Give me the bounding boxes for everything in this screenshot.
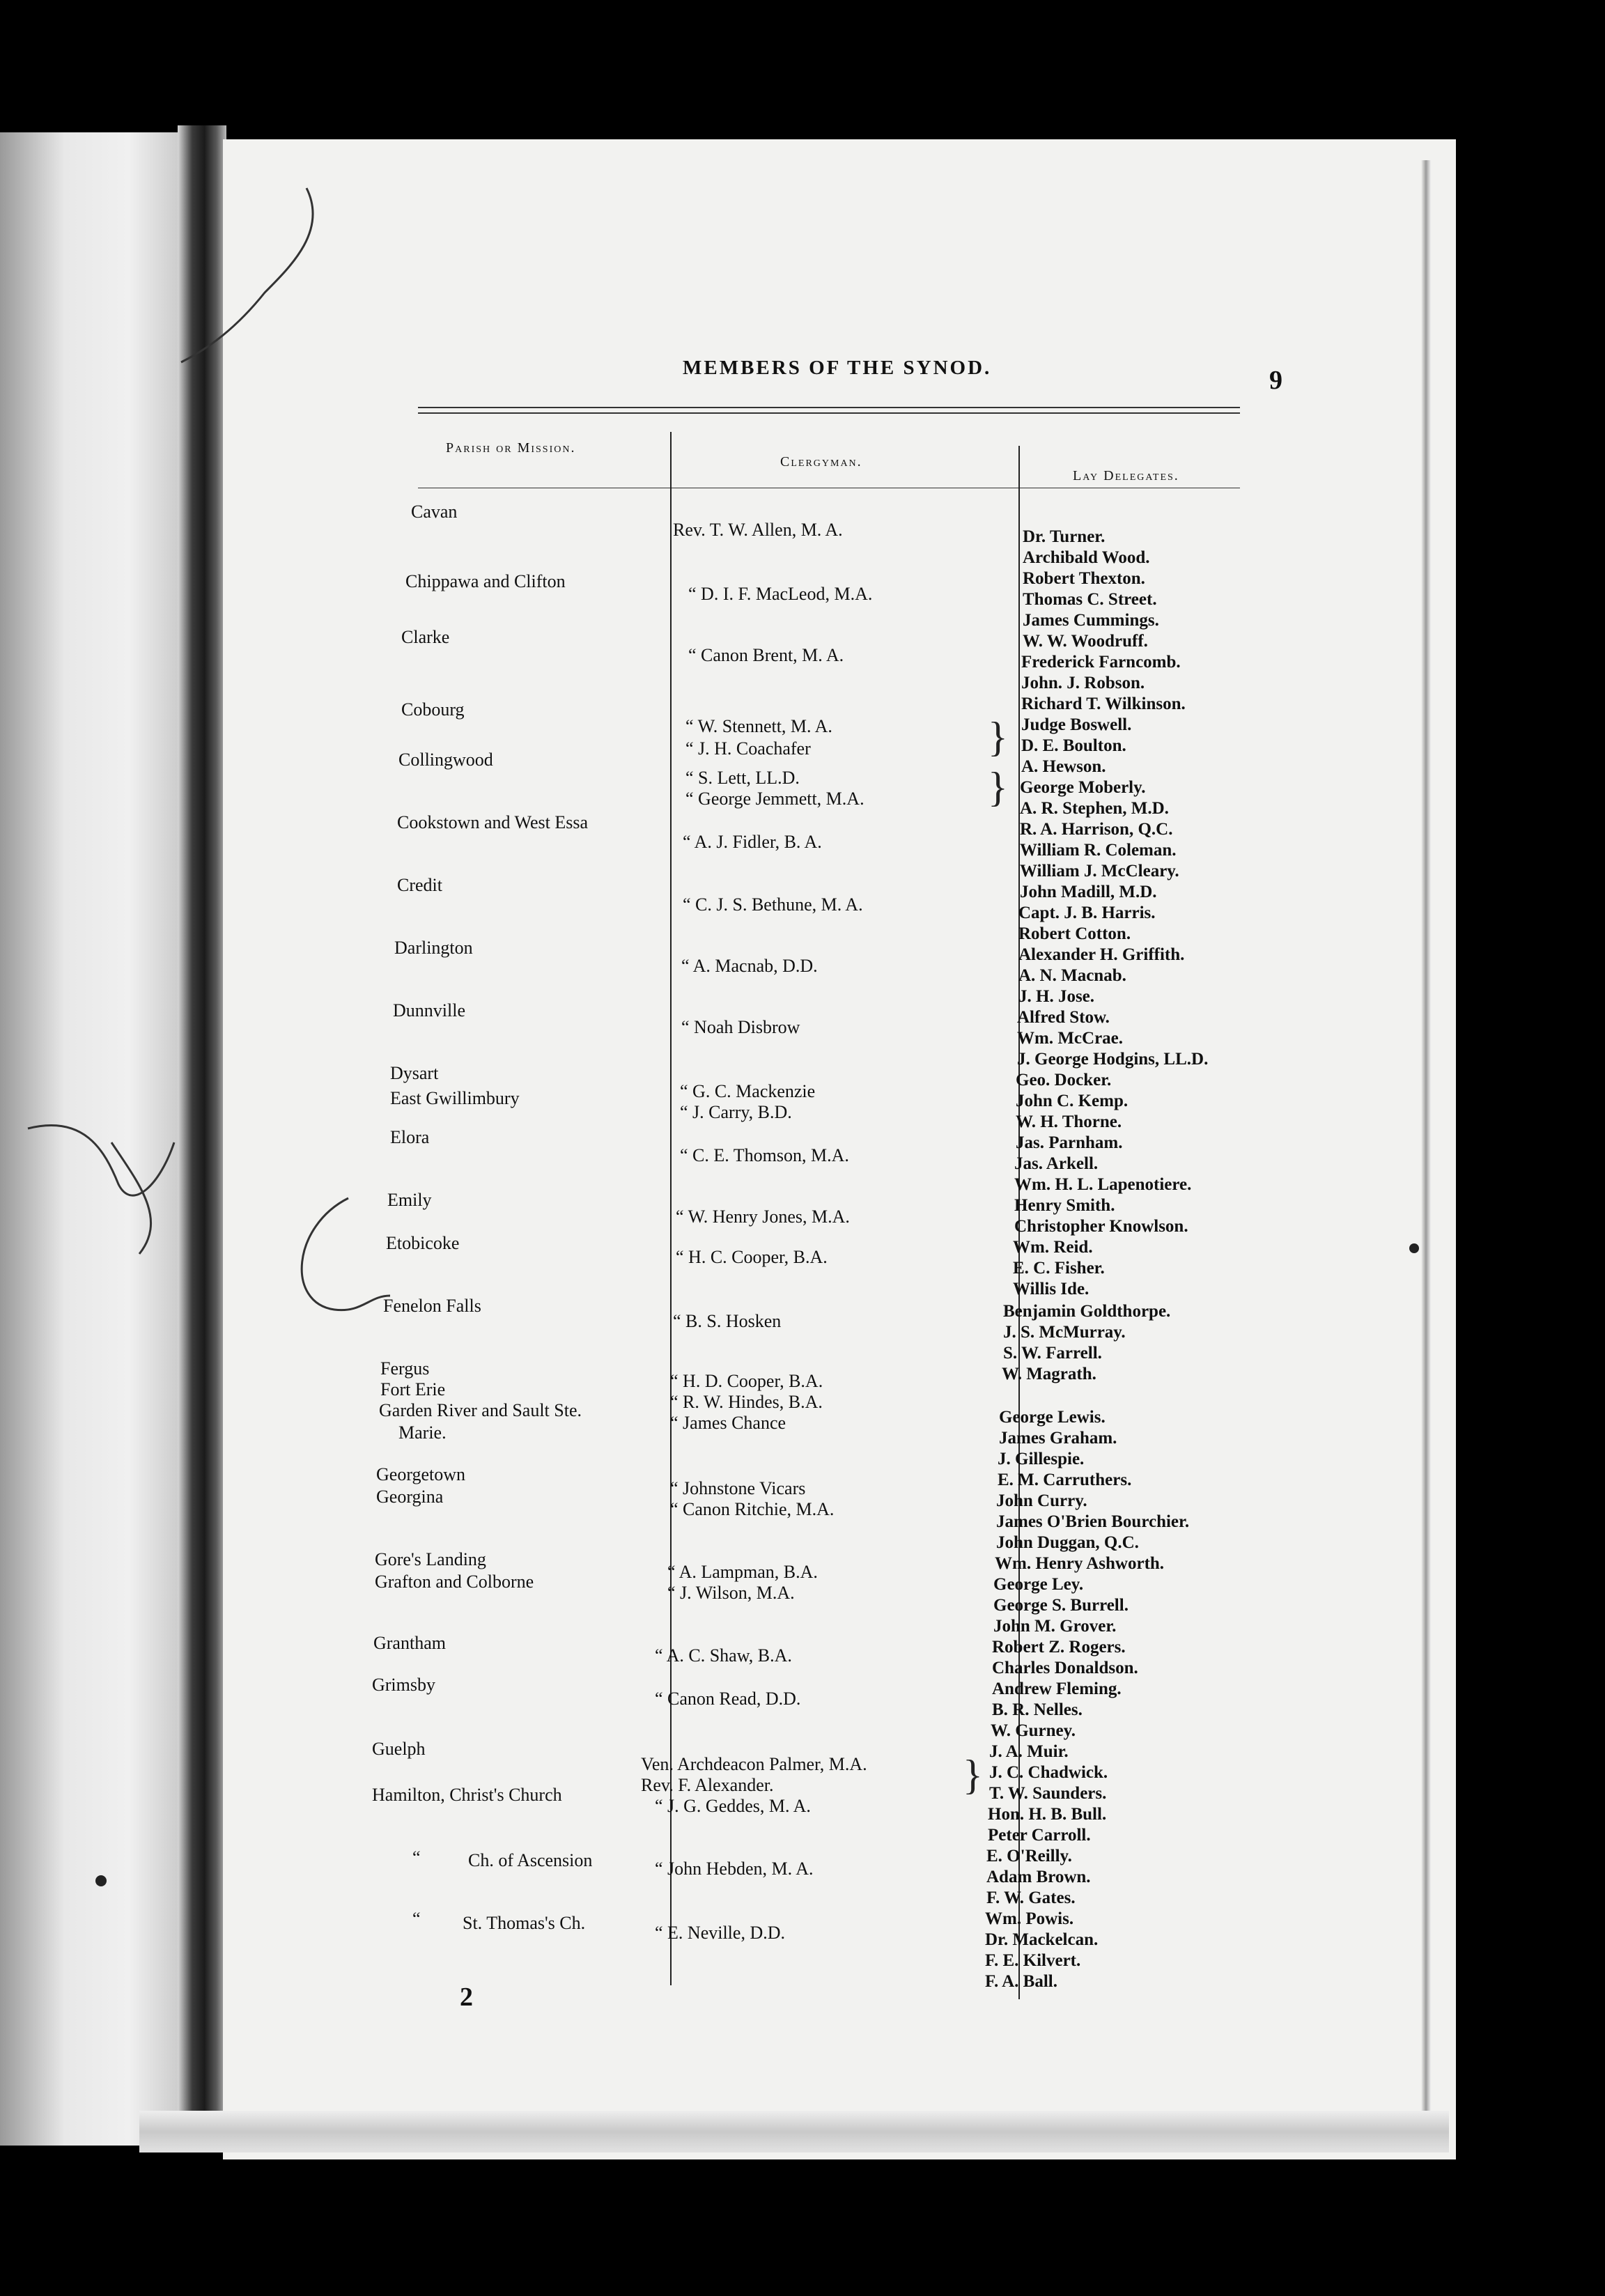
delegate-entry: William R. Coleman. <box>1020 841 1177 860</box>
delegate-entry: W. W. Woodruff. <box>1023 632 1148 651</box>
delegate-entry: B. R. Nelles. <box>992 1700 1083 1719</box>
delegate-entry: Andrew Fleming. <box>992 1680 1122 1698</box>
parish-entry: Gore's Landing <box>375 1549 486 1569</box>
parish-entry: Collingwood <box>398 750 493 770</box>
clergy-entry: “ D. I. F. MacLeod, M.A. <box>688 584 873 604</box>
signature-mark: 2 <box>460 1983 473 2012</box>
clergy-entry: “ C. J. S. Bethune, M. A. <box>683 894 863 915</box>
delegate-entry: James O'Brien Bourchier. <box>996 1512 1190 1531</box>
brace-glyph: } <box>988 714 1008 760</box>
parish-entry: Credit <box>397 875 442 895</box>
parish-entry: Dunnville <box>393 1000 465 1021</box>
parish-entry: Chippawa and Clifton <box>405 571 566 591</box>
delegate-entry: John C. Kemp. <box>1016 1092 1129 1110</box>
delegate-entry: S. W. Farrell. <box>1003 1344 1102 1363</box>
clergy-entry: Ven. Archdeacon Palmer, M.A. <box>641 1754 867 1774</box>
running-title: MEMBERS OF THE SYNOD. <box>683 357 992 379</box>
delegate-entry: Alexander H. Griffith. <box>1018 945 1185 964</box>
delegate-entry: E. M. Carruthers. <box>998 1471 1132 1489</box>
delegate-entry: Willis Ide. <box>1013 1280 1090 1298</box>
delegate-entry: Wm. H. L. Lapenotiere. <box>1014 1175 1192 1194</box>
parish-entry: Cookstown and West Essa <box>397 812 589 832</box>
clergy-entry: “ S. Lett, LL.D. <box>685 768 800 788</box>
clergy-entry: “ A. Lampman, B.A. <box>667 1562 818 1582</box>
clergy-entry: “ J. H. Coachafer <box>685 738 811 759</box>
delegate-entry: J. George Hodgins, LL.D. <box>1017 1050 1209 1069</box>
delegate-entry: Jas. Parnham. <box>1016 1133 1123 1152</box>
clergy-entry: “ W. Henry Jones, M.A. <box>676 1207 850 1227</box>
delegate-entry: Christopher Knowlson. <box>1014 1217 1188 1236</box>
delegate-entry: E. O'Reilly. <box>986 1847 1072 1866</box>
parish-entry: “ <box>412 1909 421 1929</box>
delegate-entry: Richard T. Wilkinson. <box>1021 695 1186 713</box>
clergy-entry: “ J. G. Geddes, M. A. <box>655 1796 811 1816</box>
delegate-entry: A. N. Macnab. <box>1018 966 1126 985</box>
delegate-entry: Benjamin Goldthorpe. <box>1003 1302 1171 1321</box>
delegate-entry: John Curry. <box>996 1491 1087 1510</box>
clergy-entry: “ Canon Ritchie, M.A. <box>670 1499 835 1519</box>
delegate-entry: Jas. Arkell. <box>1014 1154 1099 1173</box>
delegate-entry: Adam Brown. <box>986 1868 1091 1886</box>
delegate-entry: John Madill, M.D. <box>1020 883 1157 901</box>
clergy-entry: “ H. C. Cooper, B.A. <box>676 1247 828 1267</box>
delegate-entry: George S. Burrell. <box>993 1596 1129 1615</box>
parish-entry: Dysart <box>390 1063 439 1083</box>
header-rule <box>418 407 1240 408</box>
delegate-entry: J. Gillespie. <box>998 1450 1085 1468</box>
column-divider-1 <box>670 432 672 1985</box>
delegate-entry: Hon. H. B. Bull. <box>988 1805 1107 1824</box>
parish-entry: Darlington <box>394 938 473 958</box>
parish-entry: Georgina <box>376 1487 444 1507</box>
parish-entry: East Gwillimbury <box>390 1088 520 1108</box>
delegate-entry: J. A. Muir. <box>989 1742 1069 1761</box>
delegate-entry: John Duggan, Q.C. <box>996 1533 1139 1552</box>
delegate-entry: Capt. J. B. Harris. <box>1018 903 1156 922</box>
page-number: 9 <box>1269 366 1282 395</box>
delegate-entry: Robert Thexton. <box>1023 569 1145 588</box>
parish-entry: Grantham <box>373 1633 446 1653</box>
clergy-entry: “ John Hebden, M. A. <box>655 1859 814 1879</box>
column-header-lay-delegates: Lay Delegates. <box>1073 468 1179 483</box>
delegate-entry: J. S. McMurray. <box>1003 1323 1126 1342</box>
column-header-clergyman: Clergyman. <box>780 454 862 470</box>
clergy-entry: “ R. W. Hindes, B.A. <box>670 1392 823 1412</box>
parish-entry: Grimsby <box>372 1675 435 1695</box>
delegate-entry: W. Magrath. <box>1002 1365 1096 1383</box>
clergy-entry: “ James Chance <box>670 1413 786 1433</box>
delegate-entry: F. E. Kilvert. <box>985 1951 1081 1970</box>
delegate-entry: James Graham. <box>999 1429 1117 1448</box>
clergy-entry: “ E. Neville, D.D. <box>655 1923 786 1943</box>
clergy-entry: “ Canon Brent, M. A. <box>688 645 844 665</box>
delegate-entry: James Cummings. <box>1023 611 1159 630</box>
delegate-entry: Geo. Docker. <box>1016 1071 1112 1089</box>
parish-entry: Guelph <box>372 1739 426 1759</box>
clergy-entry: “ Canon Read, D.D. <box>655 1689 801 1709</box>
delegate-entry: George Lewis. <box>999 1408 1106 1427</box>
delegate-entry: F. A. Ball. <box>985 1972 1057 1991</box>
delegate-entry: R. A. Harrison, Q.C. <box>1020 820 1173 839</box>
delegate-entry: Peter Carroll. <box>988 1826 1091 1845</box>
clergy-entry: “ A. J. Fidler, B. A. <box>683 832 822 852</box>
delegate-entry: Judge Boswell. <box>1021 715 1132 734</box>
clergy-entry: “ A. C. Shaw, B.A. <box>655 1645 792 1666</box>
parish-entry: Marie. <box>398 1422 447 1443</box>
delegate-entry: Wm. Reid. <box>1013 1238 1093 1257</box>
parish-entry: Etobicoke <box>386 1233 460 1253</box>
delegate-entry: Charles Donaldson. <box>992 1659 1138 1677</box>
brace-glyph: } <box>988 764 1008 810</box>
clergy-entry: Rev. T. W. Allen, M. A. <box>673 520 843 540</box>
clergy-entry: “ H. D. Cooper, B.A. <box>670 1371 823 1391</box>
delegate-entry: J. C. Chadwick. <box>989 1763 1108 1782</box>
parish-entry: Grafton and Colborne <box>375 1572 534 1592</box>
clergy-entry: “ Noah Disbrow <box>681 1017 800 1037</box>
delegate-entry: Wm. McCrae. <box>1017 1029 1124 1048</box>
parish-entry: Ch. of Ascension <box>468 1850 593 1870</box>
delegate-entry: E. C. Fisher. <box>1013 1259 1105 1278</box>
delegate-entry: T. W. Saunders. <box>989 1784 1107 1803</box>
parish-entry: Georgetown <box>376 1464 466 1484</box>
clergy-entry: Rev. F. Alexander. <box>641 1775 774 1795</box>
delegate-entry: William J. McCleary. <box>1020 862 1179 881</box>
delegate-entry: F. W. Gates. <box>986 1888 1076 1907</box>
parish-entry: St. Thomas's Ch. <box>463 1913 586 1933</box>
parish-entry: Cavan <box>411 502 458 522</box>
delegate-entry: Dr. Turner. <box>1023 527 1106 546</box>
delegate-entry: A. R. Stephen, M.D. <box>1020 799 1169 818</box>
delegate-entry: W. H. Thorne. <box>1016 1112 1122 1131</box>
parish-entry: Garden River and Sault Ste. <box>379 1400 582 1420</box>
clergy-entry: “ W. Stennett, M. A. <box>685 716 832 736</box>
clergy-entry: “ G. C. Mackenzie <box>680 1081 816 1101</box>
delegate-entry: Thomas C. Street. <box>1023 590 1157 609</box>
parish-entry: Fort Erie <box>380 1379 446 1399</box>
header-rule-lower <box>418 412 1240 414</box>
delegate-entry: John M. Grover. <box>993 1617 1117 1636</box>
clergy-entry: “ Johnstone Vicars <box>670 1478 806 1498</box>
clergy-entry: “ C. E. Thomson, M.A. <box>680 1145 849 1165</box>
delegate-entry: Robert Cotton. <box>1018 924 1131 943</box>
parish-entry: Elora <box>390 1127 430 1147</box>
delegate-entry: John. J. Robson. <box>1021 674 1145 692</box>
delegate-entry: Alfred Stow. <box>1017 1008 1110 1027</box>
clergy-entry: “ A. Macnab, D.D. <box>681 956 818 976</box>
clergy-entry: “ B. S. Hosken <box>673 1311 782 1331</box>
delegate-entry: W. Gurney. <box>991 1721 1076 1740</box>
delegate-entry: Archibald Wood. <box>1023 548 1150 567</box>
delegate-entry: J. H. Jose. <box>1018 987 1095 1006</box>
delegate-entry: Robert Z. Rogers. <box>992 1638 1126 1657</box>
clergy-entry: “ J. Carry, B.D. <box>680 1102 792 1122</box>
clergy-entry: “ George Jemmett, M.A. <box>685 789 864 809</box>
parish-entry: Cobourg <box>401 699 465 720</box>
delegate-entry: George Moberly. <box>1020 778 1146 797</box>
delegate-entry: Henry Smith. <box>1014 1196 1115 1215</box>
delegate-entry: D. E. Boulton. <box>1021 736 1126 755</box>
delegate-entry: A. Hewson. <box>1021 757 1106 776</box>
delegate-entry: Wm. Henry Ashworth. <box>995 1554 1165 1573</box>
delegate-entry: Dr. Mackelcan. <box>985 1930 1099 1949</box>
delegate-entry: George Ley. <box>993 1575 1084 1594</box>
parish-entry: “ <box>412 1847 421 1868</box>
brace-glyph: } <box>963 1752 983 1798</box>
parish-entry: Hamilton, Christ's Church <box>372 1785 562 1805</box>
delegate-entry: Frederick Farncomb. <box>1021 653 1181 672</box>
parish-entry: Fergus <box>380 1358 430 1379</box>
column-header-parish: Parish or Mission. <box>446 440 576 456</box>
delegate-entry: Wm. Powis. <box>985 1909 1074 1928</box>
parish-entry: Fenelon Falls <box>383 1296 481 1316</box>
clergy-entry: “ J. Wilson, M.A. <box>667 1583 795 1603</box>
parish-entry: Emily <box>387 1190 432 1210</box>
parish-entry: Clarke <box>401 627 450 647</box>
